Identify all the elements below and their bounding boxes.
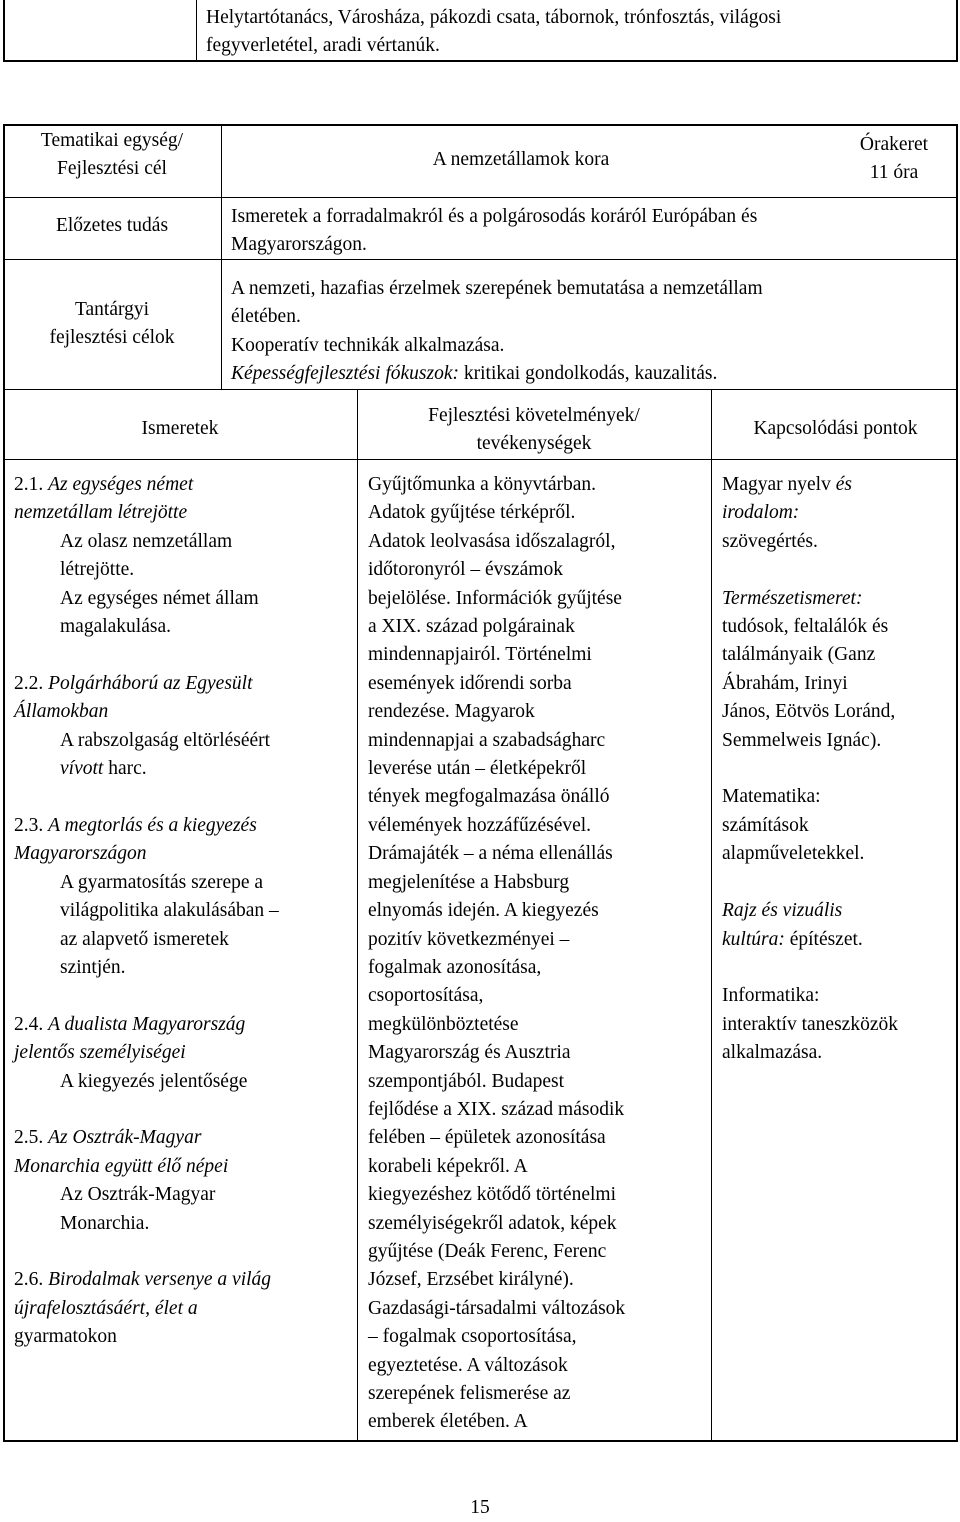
requirement-line: egyeztetése. A változások: [368, 1354, 568, 1376]
requirement-line: rendezése. Magyarok: [368, 701, 535, 723]
kapcs-line: irodalom:: [722, 502, 800, 524]
kapcs-line: számítások: [722, 814, 809, 836]
requirement-line: – fogalmak csoportosítása,: [368, 1326, 577, 1348]
label-tematikai: Tematikai egység/ Fejlesztési cél: [40, 130, 184, 180]
requirement-line: személyiségekről adatok, képek: [368, 1212, 617, 1234]
topic-heading-line: Államokban: [14, 701, 109, 723]
kapcsolodasi-content: [722, 471, 898, 1068]
column-fejlesztesi: Fejlesztési követelmények/ tevékenységek: [428, 405, 640, 455]
topic-body-line: szintjén.: [60, 956, 126, 978]
celok-text: A nemzeti, hazafias érzelmek szerepének bemutatása a nemzetállam életében. Kooperatív technikák alkalmazása. Képességfejlesztési fókuszok: kritikai gondolkodás, kauzalitás.: [231, 275, 763, 389]
kapcs-line: Ábrahám, Irinyi: [722, 672, 848, 694]
focus-text: kritikai gondolkodás, kauzalitás.: [459, 363, 718, 385]
row-divider-title: [3, 197, 958, 198]
orakeret-label: Órakeret: [859, 134, 929, 155]
requirement-line: gyűjtése (Deák Ferenc, Ferenc: [368, 1240, 607, 1262]
requirement-line: szempontjából. Budapest: [368, 1070, 565, 1092]
requirement-line: mindennapjai a szabadságharc: [368, 729, 606, 751]
orakeret: [826, 131, 960, 188]
requirement-line: Gyűjtőmunka a könyvtárban.: [368, 474, 596, 495]
row-divider-columns: [3, 459, 958, 460]
topic-body-line: Az egységes német állam: [60, 587, 259, 609]
requirement-line: korabeli képekről. A: [368, 1155, 528, 1177]
topic-heading: 2.4. A dualista Magyarország: [14, 1013, 246, 1035]
fejlesztesi-content: [368, 471, 625, 1437]
requirement-line: vélemények hozzáfűzésével.: [368, 814, 592, 836]
top-row-text: [206, 4, 781, 61]
requirement-line: elnyomás idején. A kiegyezés: [368, 900, 599, 922]
kapcs-subject: Matematika:: [722, 786, 821, 808]
focus-label: Képességfejlesztési fókuszok:: [231, 363, 459, 385]
topic-body-line: A gyarmatosítás szerepe a: [60, 871, 264, 893]
column-divider-1: [357, 389, 358, 1442]
requirement-line: szerepének felismerése az: [368, 1383, 571, 1404]
topic-body-line: Monarchia.: [60, 1212, 150, 1234]
topic-heading: 2.6. Birodalmak versenye a világ: [14, 1269, 272, 1291]
kapcs-line: János, Eötvös Loránd,: [722, 701, 896, 723]
kapcs-line: alapműveletekkel.: [722, 843, 865, 865]
requirement-line: Adatok leolvasása időszalagról,: [368, 530, 616, 552]
requirement-line: megjelenítése a Habsburg: [368, 871, 570, 893]
column-kapcsolodasi: Kapcsolódási pontok: [753, 418, 918, 439]
column-divider-2: [711, 389, 712, 1442]
requirement-line: események időrendi sorba: [368, 672, 572, 694]
topic-heading: 2.2. Polgárháború az Egyesült: [14, 672, 253, 694]
page-number: 15: [470, 1497, 490, 1518]
ismeretek-content: [14, 471, 279, 1352]
topic-heading-line: Monarchia együtt élő népei: [14, 1155, 229, 1177]
kapcs-subject: Rajz és vizuális: [722, 900, 843, 922]
topic-body-line: A kiegyezés jelentősége: [60, 1070, 248, 1092]
requirement-line: csoportosítása,: [368, 985, 484, 1007]
top-row-line: Helytartótanács, Városháza, pákozdi csata, tábornok, trónfosztás, világosi: [206, 7, 782, 28]
topic-body-line: A rabszolgaság eltörléséért: [60, 729, 271, 751]
kapcs-line: interaktív taneszközök: [722, 1013, 898, 1035]
topic-body-line: magalakulása.: [60, 616, 171, 638]
focus-line: [231, 360, 763, 388]
requirement-line: megkülönböztetése: [368, 1013, 519, 1035]
label-elozetes: Előzetes tudás: [55, 215, 169, 236]
requirement-line: felében – épületek azonosítása: [368, 1127, 606, 1149]
requirement-line: fejlődése a XIX. század második: [368, 1098, 625, 1120]
requirement-line: mindennapjairól. Történelmi: [368, 644, 592, 666]
topic-heading-line: Magyarországon: [14, 843, 147, 865]
requirement-line: emberek életében. A: [368, 1411, 528, 1433]
topic-heading: 2.3. A megtorlás és a kiegyezés: [14, 814, 257, 836]
requirement-line: Magyarország és Ausztria: [368, 1042, 571, 1064]
requirement-line: pozitív következményei –: [368, 928, 570, 950]
top-row-line: fegyverletétel, aradi vértanúk.: [206, 35, 440, 57]
topic-heading-line: gyarmatokon: [14, 1326, 117, 1348]
orakeret-value: 11 óra: [869, 162, 919, 184]
elozetes-text: Ismeretek a forradalmakról és a polgárosodás koráról Európában és Magyarországon.: [231, 206, 758, 256]
kapcs-line: Magyar nyelv és: [722, 474, 852, 495]
requirement-line: a XIX. század polgárainak: [368, 616, 575, 638]
row-divider-celok: [3, 389, 958, 390]
topic-body-line: az alapvető ismeretek: [60, 928, 229, 950]
topic-body-line: létrejötte.: [60, 559, 135, 581]
kapcs-subject: Informatika:: [722, 985, 820, 1007]
requirement-line: Gazdasági-társadalmi változások: [368, 1297, 626, 1319]
requirement-line: kiegyezéshez kötődő történelmi: [368, 1184, 616, 1206]
requirement-line: József, Erzsébet királyné).: [368, 1269, 574, 1291]
topic-body-line: Az Osztrák-Magyar: [60, 1184, 216, 1206]
kapcs-line: alkalmazása.: [722, 1042, 823, 1064]
requirement-line: bejelölése. Információk gyűjtése: [368, 587, 622, 609]
kapcs-line: Semmelweis Ignác).: [722, 729, 882, 751]
unit-title: A nemzetállamok kora: [432, 149, 610, 170]
topic-heading: 2.1. Az egységes német: [14, 474, 194, 495]
kapcs-line: találmányaik (Ganz: [722, 644, 876, 666]
requirement-line: Drámajáték – a néma ellenállás: [368, 843, 613, 865]
kapcs-line: szövegértés.: [722, 530, 818, 552]
requirement-line: Adatok gyűjtése térképről.: [368, 502, 576, 524]
topic-heading-line: nemzetállam létrejötte: [14, 502, 188, 524]
topic-body-line: világpolitika alakulásában –: [60, 900, 279, 922]
kapcs-subject: Természetismeret:: [722, 587, 863, 609]
topic-body-line: Az olasz nemzetállam: [60, 530, 233, 552]
kapcs-line: tudósok, feltalálók és: [722, 616, 889, 638]
requirement-line: fogalmak azonosítása,: [368, 956, 542, 978]
top-row-divider: [196, 0, 197, 62]
kapcs-line: kultúra: építészet.: [722, 928, 863, 950]
requirement-line: leverése után – életképekről: [368, 758, 587, 780]
topic-body-line: vívott harc.: [60, 758, 147, 780]
topic-heading-line: jelentős személyiségei: [14, 1042, 186, 1064]
topic-heading: 2.5. Az Osztrák-Magyar: [14, 1127, 202, 1149]
topic-heading-line: újrafelosztásáért, élet a: [14, 1297, 198, 1319]
label-tantargyi: Tantárgyi fejlesztési célok: [49, 299, 175, 349]
requirement-line: időtoronyról – évszámok: [368, 559, 563, 581]
column-ismeretek: Ismeretek: [141, 418, 219, 439]
requirement-line: tények megfogalmazása önálló: [368, 786, 610, 808]
